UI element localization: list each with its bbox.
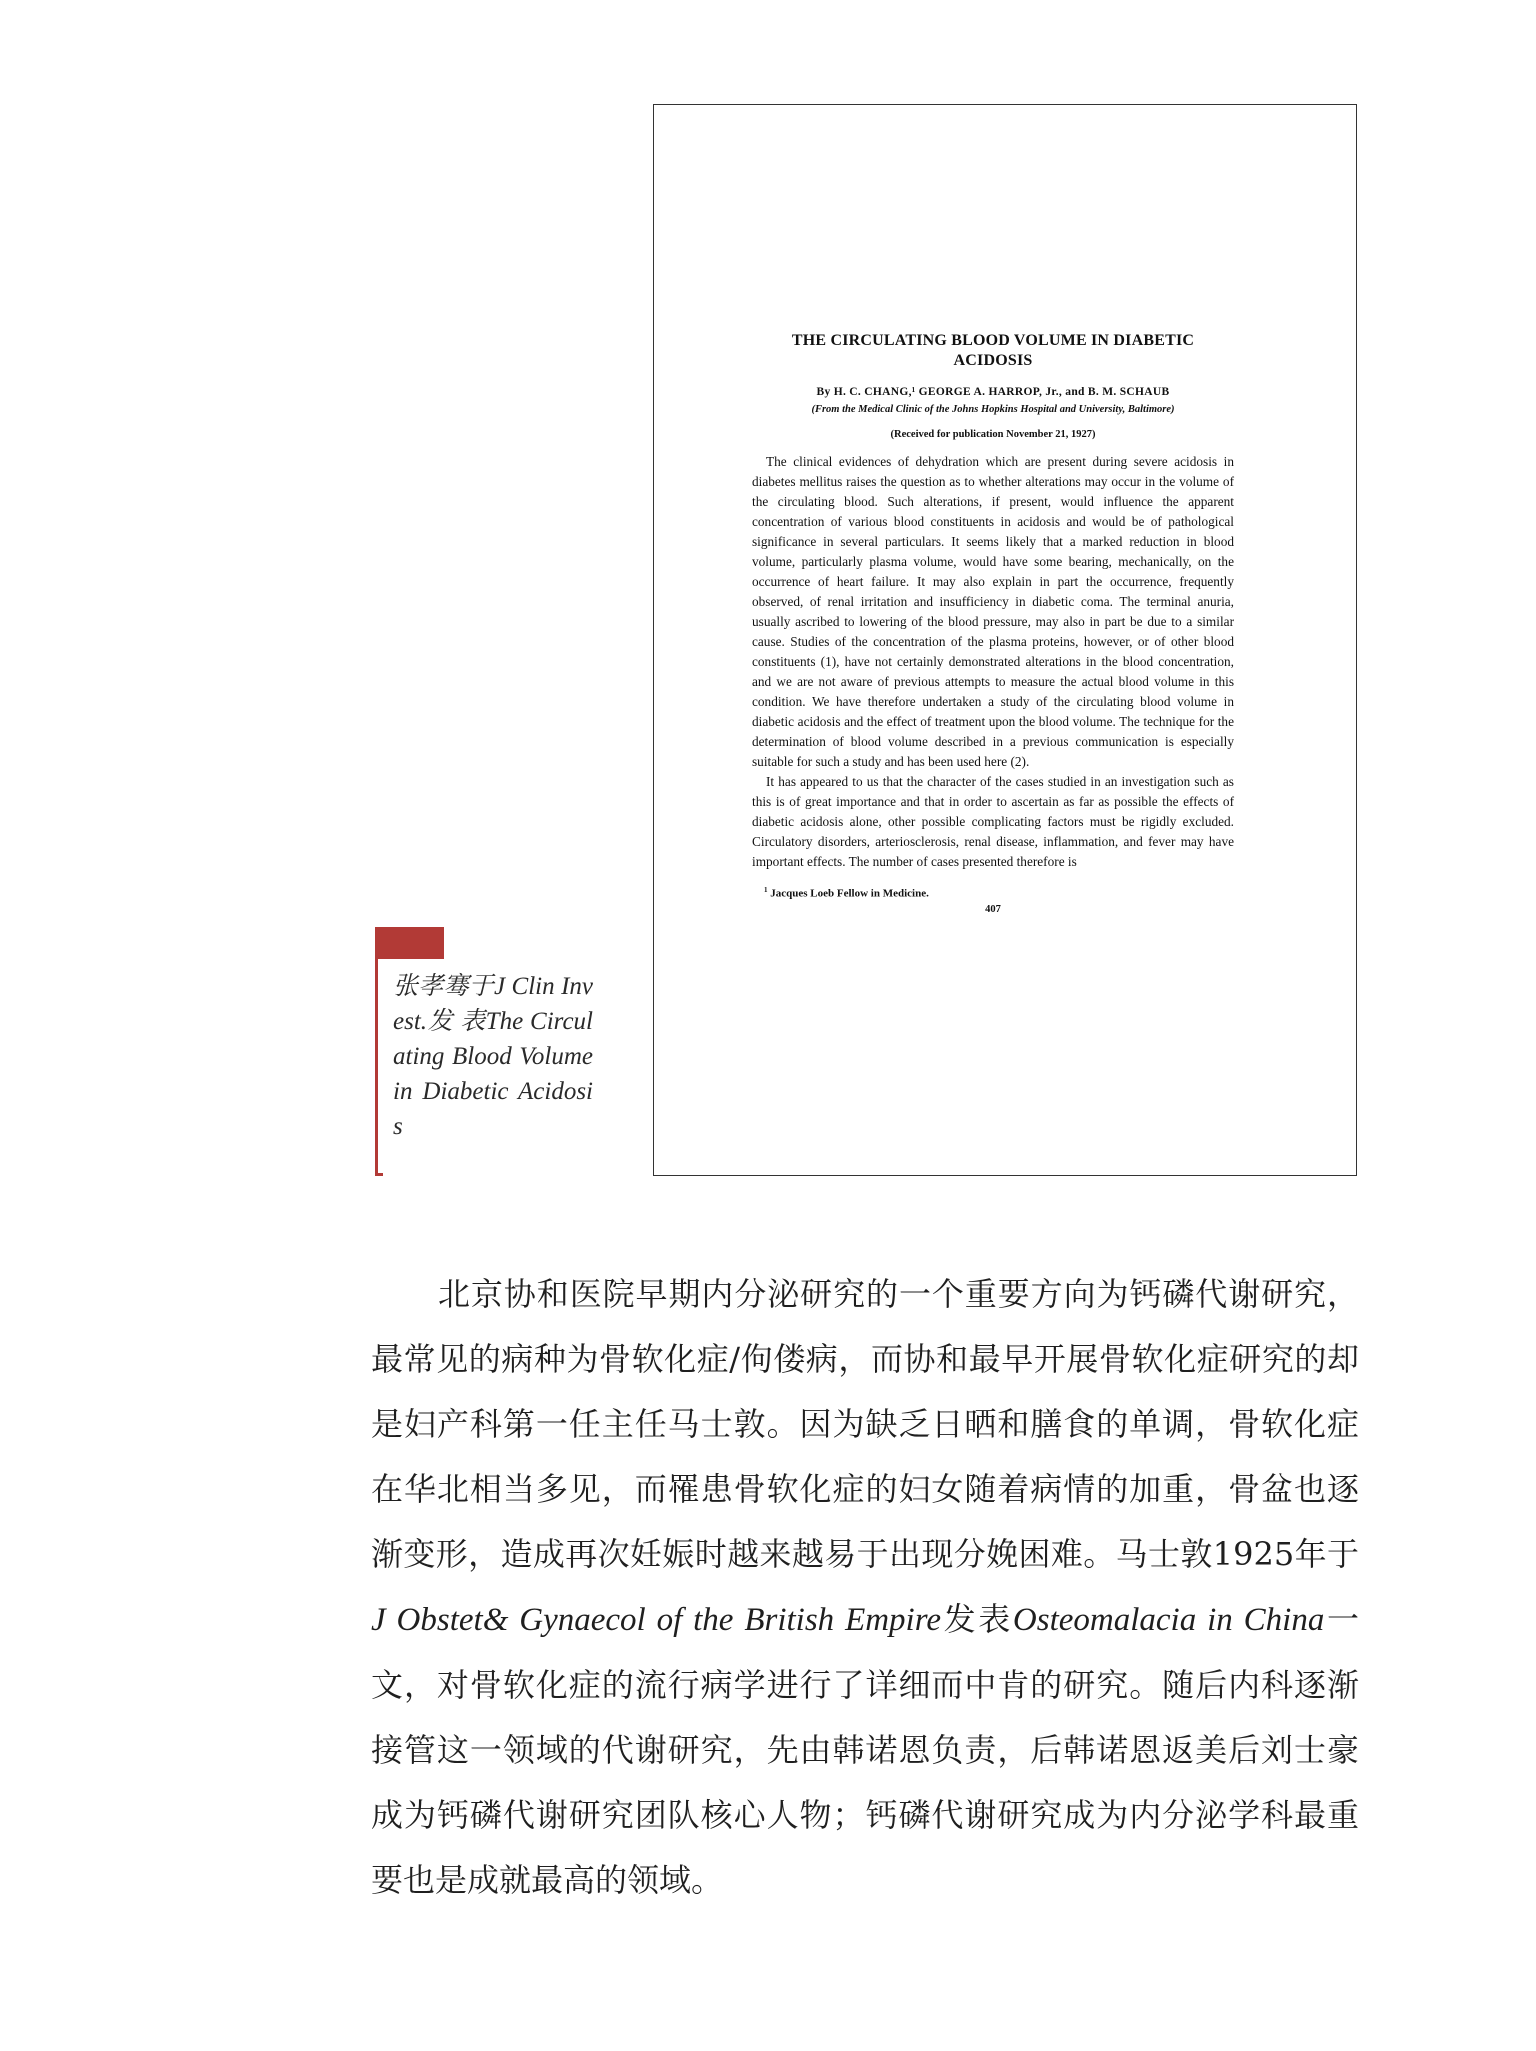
article-scan-frame xyxy=(653,104,1357,1176)
caption-rule-tick xyxy=(375,1173,383,1176)
main-journal-name: J Obstet& Gynaecol of the British Empire xyxy=(371,1602,941,1638)
article-paragraph-2: It has appeared to us that the character of the cases studied in an investigation such as this is of great importance and that in order to ascertain as far as possible the effects of diabetic acidosis alone, other possible complicating factors must be rigidly excluded. Circulatory disorders, arteriosclerosis, renal disease, inflammation, and fever may have important effects. The number of cases presented therefore is xyxy=(752,774,1234,869)
article-title-line2: ACIDOSIS xyxy=(953,352,1033,369)
article-footnote xyxy=(752,886,1234,900)
caption-article-title: The Circulating Blood Volume in Diabetic Acidosis xyxy=(393,1008,593,1140)
footnote-text: Jacques Loeb Fellow in Medicine. xyxy=(770,887,929,900)
main-paragraph xyxy=(371,1262,1359,1913)
main-seg3: 一文，对骨软化症的流行病学进行了详细而中肯的研究。随后内科逐渐接管这一领域的代谢研究，先由韩诺恩负责，后韩诺恩返美后刘士豪成为钙磷代谢研究团队核心人物；钙磷代谢研究成为内分泌学科最重要也是成就最高的领域。 xyxy=(371,1600,1359,1899)
caption-verb-cn: 发 表 xyxy=(427,1008,486,1035)
article-paragraph-1: The clinical evidences of dehydration which are present during severe acidosis in diabetes mellitus raises the question as to whether alterations may occur in the volume of the circulating blood. Such alterations, if present, would influence the apparent concentration of various blood constituents in acidosis and would be of pathological significance in several particulars. It seems likely that a marked reduction in blood volume, particularly plasma volume, would have some bearing, mechanically, on the occurrence of heart failure. It may also explain in part the occurrence, frequently observed, of renal irritation and insufficiency in diabetic coma. The terminal anuria, usually ascribed to lowering of the blood pressure, may also in part be due to a similar cause. Studies of the concentration of the plasma proteins, however, or of other blood constituents (1), have not certainly demonstrated alterations in the blood concentration, and we are not aware of previous attempts to measure the actual blood volume in this condition. We have therefore undertaken a study of the circulating blood volume in diabetic acidosis and the effect of treatment upon the blood volume. The technique for the determination of blood volume described in a previous communication is especially suitable for such a study and has been used here (2). xyxy=(752,454,1234,769)
article-affiliation: (From the Medical Clinic of the Johns Hopkins Hospital and University, Baltimore) xyxy=(811,404,1175,415)
caption-journal: J Clin Invest. xyxy=(393,973,593,1035)
main-seg1: 北京协和医院早期内分泌研究的一个重要方向为钙磷代谢研究，最常见的病种为骨软化症/佝偻病，而协和最早开展骨软化症研究的却是妇产科第一任主任马士敦。因为缺乏日晒和膳食的单调，骨软化症在华北相当多见，而罹患骨软化症的妇女随着病情的加重，骨盆也逐渐变形，造成再次妊娠时越来越易于出现分娩困难。马士敦1925年于 xyxy=(371,1275,1359,1573)
caption-red-tab xyxy=(375,927,444,959)
article-page-number: 407 xyxy=(985,903,1001,915)
caption-text xyxy=(393,969,593,1144)
article-title-line1: THE CIRCULATING BLOOD VOLUME IN DIABETIC xyxy=(791,332,1195,349)
article-title xyxy=(752,331,1234,371)
figure-caption xyxy=(373,927,595,1179)
article-received-date: (Received for publication November 21, 1927) xyxy=(890,429,1096,440)
caption-text-cn: 张孝骞于 xyxy=(393,973,494,1000)
main-seg2: 发表 xyxy=(941,1600,1013,1638)
footnote-mark: 1 xyxy=(764,886,768,894)
main-article-title: Osteomalacia in China xyxy=(1012,1602,1325,1638)
article-authors: By H. C. CHANG,¹ GEORGE A. HARROP, Jr., and B. M. SCHAUB xyxy=(816,386,1170,398)
article-body xyxy=(752,452,1234,872)
article-page xyxy=(752,331,1234,915)
caption-vertical-rule xyxy=(375,959,378,1176)
